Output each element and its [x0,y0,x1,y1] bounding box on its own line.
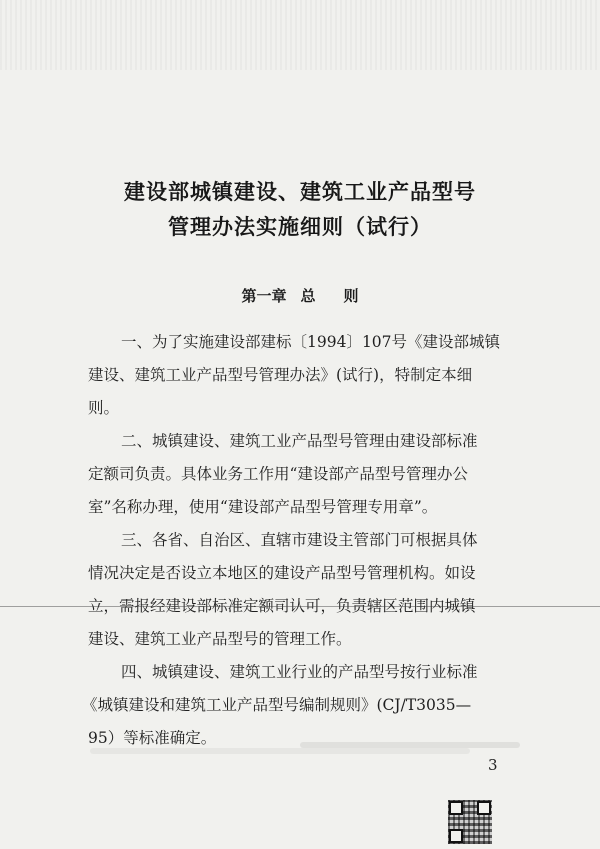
body-line: 建设、建筑工业产品型号管理办法》(试行)，特制定本细 [88,366,473,384]
body-line: 二、城镇建设、建筑工业产品型号管理由建设部标准 [121,432,478,450]
body-line: 三、各省、自治区、直辖市建设主管部门可根据具体 [121,531,478,549]
chapter-title-char-1: 总 [300,287,316,305]
body-line: 立，需报经建设部标准定额司认可，负责辖区范围内城镇 [88,597,476,615]
body-line: 则。 [88,399,120,417]
document-title-line-2: 管理办法实施细则（试行） [168,214,432,239]
qr-code-icon [448,800,492,844]
chapter-number: 第一章 [241,287,287,305]
page-number: 3 [488,756,498,774]
body-line: 室”名称办理，使用“建设部产品型号管理专用章”。 [88,498,438,516]
body-line: 《城镇建设和建筑工业产品型号编制规则》(CJ/T3035— [82,696,472,714]
body-line: 建设、建筑工业产品型号的管理工作。 [88,630,352,648]
chapter-heading [0,285,600,306]
scan-noise [0,0,600,70]
body-line: 情况决定是否设立本地区的建设产品型号管理机构。如设 [88,564,476,582]
body-line: 95）等标准确定。 [88,729,217,747]
chapter-title-char-2: 则 [343,287,359,305]
body-line: 一、为了实施建设部建标〔1994〕107号《建设部城镇 [121,333,501,351]
bleed-through-mark [90,748,470,754]
document-title-line-1: 建设部城镇建设、建筑工业产品型号 [124,179,476,204]
body-line: 四、城镇建设、建筑工业行业的产品型号按行业标准 [121,663,478,681]
scan-scratch-line [0,606,600,607]
body-line: 定额司负责。具体业务工作用“建设部产品型号管理办公 [88,465,468,483]
